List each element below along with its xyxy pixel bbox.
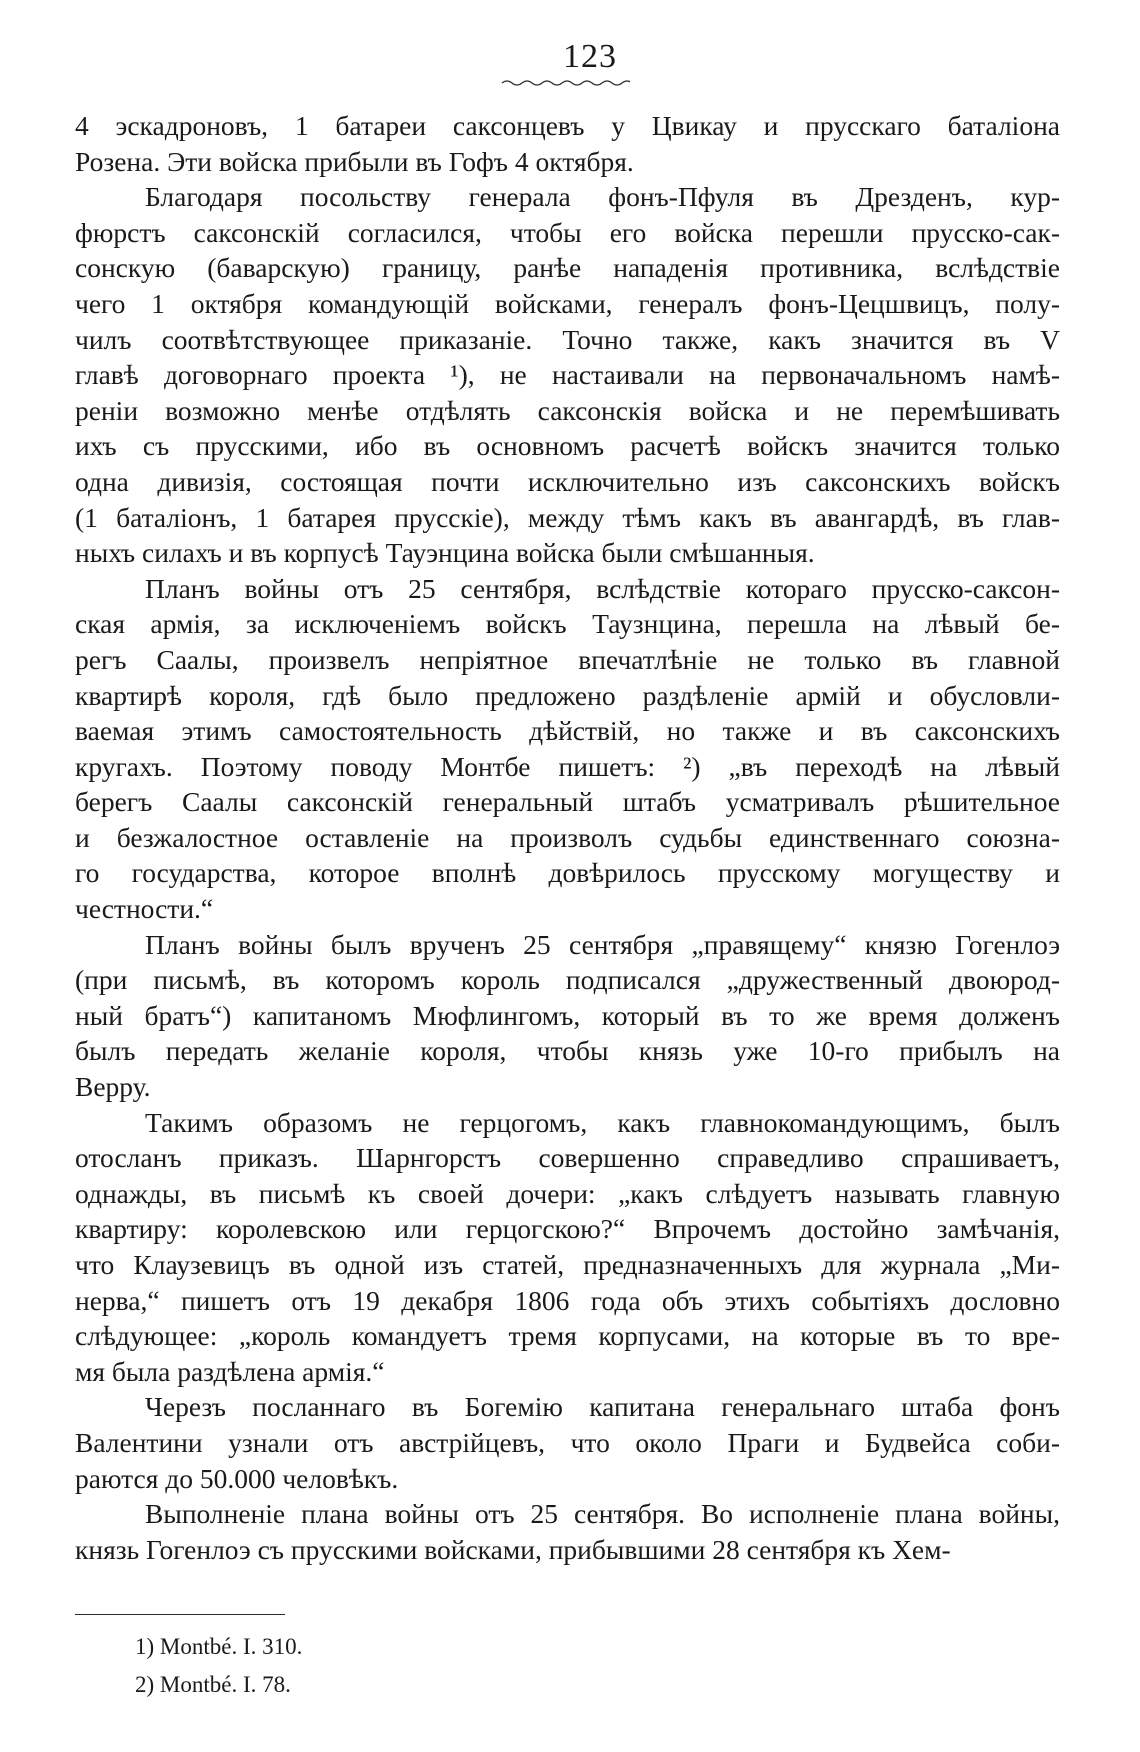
footnote	[135, 1666, 302, 1704]
text-line: сонскую (баварскую) границу, ранѣе нападенія противника, вслѣдствіе	[75, 252, 1060, 284]
paragraph	[75, 1389, 1060, 1496]
footnote-text: Montbé. I. 78.	[159, 1672, 291, 1697]
text-line: ныхъ силахъ и въ корпусѣ Тауэнцина войска были смѣшанныя.	[75, 537, 815, 569]
footnote-mark: 2)	[135, 1672, 155, 1697]
text-line: Розена. Эти войска прибыли въ Гофъ 4 октября.	[75, 145, 634, 177]
text-line: (1 баталіонъ, 1 батарея прусскіе), между тѣмъ какъ въ авангардѣ, въ глав-	[75, 501, 1060, 533]
paragraph	[75, 927, 1060, 1105]
text-line: квартиру: королевскою или герцогскою?“ Впрочемъ достойно замѣчанія,	[75, 1213, 1060, 1245]
text-line: главѣ договорнаго проекта ¹), не настаивали на первоначальномъ намѣ-	[75, 359, 1060, 391]
text-line: квартирѣ короля, гдѣ было предложено раздѣленіе армій и обусловли-	[75, 679, 1060, 711]
text-line: фюрстъ саксонскій согласился, чтобы его войска перешли прусско-сак-	[75, 216, 1060, 248]
text-line: былъ передать желаніе короля, чтобы князь уже 10-го прибылъ на	[75, 1035, 1060, 1067]
paragraph	[75, 108, 1060, 179]
footnote-rule	[75, 1614, 285, 1615]
text-line: кругахъ. Поэтому поводу Монтбе пишетъ: ²) „въ переходѣ на лѣвый	[75, 750, 1060, 782]
text-line: нерва,“ пишетъ отъ 19 декабря 1806 года объ этихъ событіяхъ дословно	[75, 1284, 1060, 1316]
text-line: князь Гогенлоэ съ прусскими войсками, прибывшими 28 сентября къ Хем-	[75, 1533, 951, 1565]
text-line: реніи возможно менѣе отдѣлять саксонскія войска и не перемѣшивать	[75, 394, 1060, 426]
footnote-mark: 1)	[135, 1634, 155, 1659]
paragraph	[75, 179, 1060, 571]
text-line: Планъ войны отъ 25 сентября, вслѣдствіе котораго прусско-саксон-	[145, 572, 1060, 604]
text-line: Верру.	[75, 1071, 151, 1103]
text-line: однажды, въ письмѣ къ своей дочери: „какъ слѣдуетъ называть главную	[75, 1177, 1060, 1209]
text-line: Валентини узнали отъ австрійцевъ, что около Праги и Будвейса соби-	[75, 1426, 1060, 1458]
text-line: го государства, которое вполнѣ довѣрилось прусскому могуществу и	[75, 857, 1060, 889]
text-line: (при письмѣ, въ которомъ король подписался „дружественный двоюрод-	[75, 964, 1060, 996]
body-text	[75, 108, 1060, 1567]
text-line: слѣдующее: „король командуетъ тремя корпусами, на которые въ то вре-	[75, 1320, 1060, 1352]
footnotes	[135, 1628, 302, 1704]
footnote	[135, 1628, 302, 1666]
text-line: берегъ Саалы саксонскій генеральный штабъ усматривалъ рѣшительное	[75, 786, 1060, 818]
footnote-text: Montbé. I. 310.	[159, 1634, 303, 1659]
page-number: 123	[563, 38, 617, 75]
text-line: и безжалостное оставленіе на произволъ судьбы единственнаго союзна-	[75, 821, 1060, 853]
text-line: одна дивизія, состоящая почти исключительно изъ саксонскихъ войскъ	[75, 465, 1060, 497]
text-line: 4 эскадроновъ, 1 батареи саксонцевъ у Цвикау и прусскаго баталіона	[75, 110, 1060, 141]
text-line: Выполненіе плана войны отъ 25 сентября. Во исполненіе плана войны,	[145, 1498, 1060, 1530]
text-line: чилъ соотвѣтствующее приказаніе. Точно также, какъ значится въ V	[75, 323, 1060, 355]
text-line: регъ Саалы, произвелъ непріятное впечатлѣніе не только въ главной	[75, 643, 1060, 675]
paragraph	[75, 1105, 1060, 1390]
text-line: чего 1 октября командующій войсками, генералъ фонъ-Цецшвицъ, полу-	[75, 287, 1060, 319]
paragraph	[75, 1496, 1060, 1567]
text-line: мя была раздѣлена армія.“	[75, 1355, 385, 1387]
paragraph	[75, 571, 1060, 927]
page-number-ornament	[500, 78, 630, 88]
text-line: раются до 50.000 человѣкъ.	[75, 1462, 399, 1494]
text-line: Черезъ посланнаго въ Богемію капитана генеральнаго штаба фонъ	[145, 1391, 1060, 1423]
text-line: Благодаря посольству генерала фонъ-Пфуля въ Дрезденъ, кур-	[145, 181, 1060, 213]
text-line: честности.“	[75, 893, 214, 925]
text-line: ваемая этимъ самостоятельность дѣйствій, но также и въ саксонскихъ	[75, 715, 1060, 747]
text-line: отосланъ приказъ. Шарнгорстъ совершенно справедливо спрашиваетъ,	[75, 1142, 1060, 1174]
text-line: ихъ съ прусскими, ибо въ основномъ расчетѣ войскъ значится только	[75, 430, 1060, 462]
text-line: Планъ войны былъ врученъ 25 сентября „правящему“ князю Гогенлоэ	[145, 928, 1060, 960]
text-line: ская армія, за исключеніемъ войскъ Таузнцина, перешла на лѣвый бе-	[75, 608, 1060, 640]
text-line: что Клаузевицъ въ одной изъ статей, предназначенныхъ для журнала „Ми-	[75, 1249, 1060, 1280]
text-line: Такимъ образомъ не герцогомъ, какъ главнокомандующимъ, былъ	[145, 1106, 1060, 1138]
text-line: ный братъ“) капитаномъ Мюфлингомъ, который въ то же время долженъ	[75, 999, 1060, 1031]
